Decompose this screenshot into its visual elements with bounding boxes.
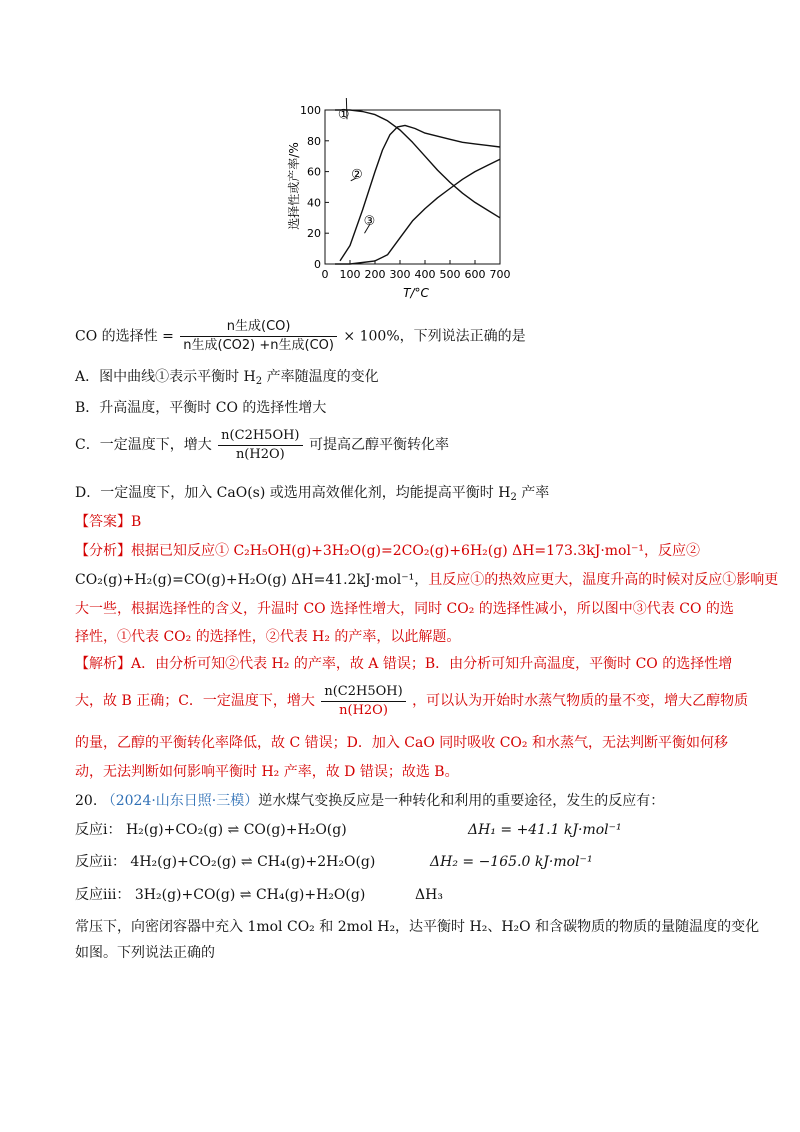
series-line-1 bbox=[335, 107, 500, 218]
analysis-line-2 bbox=[75, 570, 778, 590]
selectivity-fraction bbox=[180, 318, 337, 355]
reaction-1 bbox=[75, 820, 347, 840]
explain-denominator: n(H2O) bbox=[339, 702, 388, 718]
reaction-3-equation: 3H₂(g)+CO(g) ⇌ CH₄(g)+H₂O(g) bbox=[134, 887, 366, 903]
reaction-1-label: 反应ⅰ： bbox=[75, 822, 122, 838]
answer-label: 【答案】 bbox=[75, 514, 131, 530]
option-c-denominator: n(H2O) bbox=[235, 446, 285, 462]
curve-label-3: ③ bbox=[363, 213, 376, 229]
chart-axes bbox=[300, 104, 511, 281]
x-tick-label-0: 0 bbox=[321, 268, 329, 281]
x-tick-label-2: 200 bbox=[364, 268, 386, 281]
explain-fraction bbox=[321, 683, 405, 720]
option-c-numerator: n(C2H5OH) bbox=[218, 427, 302, 446]
explain-line-3 bbox=[75, 733, 728, 753]
y-tick-label-2: 40 bbox=[307, 196, 321, 210]
analysis-text-3: 大一些，根据选择性的含义，升温时 CO 选择性增大，同时 CO₂ 的选择性减小，所以图中③代表 CO 的选 bbox=[75, 601, 734, 617]
option-a bbox=[75, 367, 379, 387]
question-source: （2024·山东日照·三模） bbox=[101, 793, 259, 809]
reaction-3-enthalpy: ΔH₃ bbox=[415, 887, 443, 903]
question-number: 20. bbox=[75, 793, 98, 809]
analysis-label: 【分析】 bbox=[75, 543, 131, 559]
selectivity-chart bbox=[270, 98, 520, 303]
x-tick-label-1: 100 bbox=[339, 268, 361, 281]
option-d bbox=[75, 483, 549, 503]
chart-ylabel: 选择性或产率/% bbox=[287, 142, 301, 230]
y-tick-label-1: 20 bbox=[307, 227, 321, 241]
option-d-sub: 2 bbox=[510, 492, 517, 503]
tail-text-2: 如图。下列说法正确的 bbox=[75, 945, 215, 961]
selectivity-denominator: n生成(CO2) +n生成(CO) bbox=[183, 338, 334, 353]
selectivity-suffix: × 100%，下列说法正确的是 bbox=[343, 328, 526, 345]
option-a-text: A．图中曲线①表示平衡时 H bbox=[75, 369, 256, 385]
analysis-line-3 bbox=[75, 599, 734, 619]
x-tick-label-4: 400 bbox=[414, 268, 436, 281]
explain-text-4: 动，无法判断如何影响平衡时 H₂ 产率，故 D 错误；故选 B。 bbox=[75, 764, 459, 780]
option-d-text-2: 产率 bbox=[516, 485, 550, 501]
explain-numerator: n(C2H5OH) bbox=[321, 683, 405, 702]
selectivity-formula bbox=[75, 318, 526, 355]
question-20 bbox=[75, 791, 664, 811]
answer bbox=[75, 512, 141, 532]
option-b-text: B．升高温度，平衡时 CO 的选择性增大 bbox=[75, 400, 327, 416]
reaction-1-equation: H₂(g)+CO₂(g) ⇌ CO(g)+H₂O(g) bbox=[125, 822, 347, 838]
explain-text-3: 的量，乙醇的平衡转化率降低，故 C 错误；D．加入 CaO 同时吸收 CO₂ 和水蒸气，无法判断平衡如何移 bbox=[75, 735, 728, 751]
selectivity-prefix: CO 的选择性 = bbox=[75, 328, 174, 345]
option-b bbox=[75, 398, 326, 418]
reaction-2 bbox=[75, 852, 375, 872]
x-tick-label-3: 300 bbox=[389, 268, 411, 281]
explain-label: 【解析】 bbox=[75, 656, 131, 672]
selectivity-numerator: n生成(CO) bbox=[180, 318, 337, 337]
y-tick-label-5: 100 bbox=[300, 104, 321, 117]
option-c-text-2: 可提高乙醇平衡转化率 bbox=[308, 437, 449, 453]
explain-line-4 bbox=[75, 762, 459, 782]
reaction-2-dh bbox=[430, 852, 593, 872]
reaction-3 bbox=[75, 885, 365, 905]
analysis-text-1: 根据已知反应① C₂H₅OH(g)+3H₂O(g)=2CO₂(g)+6H₂(g) ΔH=173.3kJ·mol⁻¹，反应② bbox=[131, 543, 700, 559]
reaction-2-label: 反应ⅱ： bbox=[75, 854, 126, 870]
answer-value: B bbox=[131, 514, 142, 530]
reaction-2-equation: 4H₂(g)+CO₂(g) ⇌ CH₄(g)+2H₂O(g) bbox=[130, 854, 376, 870]
chart-xlabel: T/°C bbox=[403, 286, 429, 300]
option-c bbox=[75, 426, 449, 464]
option-c-fraction bbox=[218, 427, 302, 464]
chart-series bbox=[335, 98, 500, 264]
question-text: 逆水煤气变换反应是一种转化和利用的重要途径，发生的反应有： bbox=[258, 793, 665, 809]
curve-label-1: ① bbox=[337, 107, 350, 123]
y-tick-label-4: 80 bbox=[307, 134, 321, 148]
analysis-text-4: 择性，①代表 CO₂ 的选择性，②代表 H₂ 的产率，以此解题。 bbox=[75, 629, 461, 645]
tail-line-1 bbox=[75, 917, 759, 937]
y-tick-label-3: 60 bbox=[307, 165, 321, 179]
explain-line-2 bbox=[75, 682, 748, 720]
reaction-3-label: 反应ⅲ： bbox=[75, 887, 131, 903]
analysis-text-2b: 且反应①的热效应更大，温度升高的时候对反应①影响更 bbox=[428, 572, 779, 588]
reaction-2-enthalpy: ΔH₂ = −165.0 kJ·mol⁻¹ bbox=[430, 854, 593, 870]
curve-label-2: ② bbox=[351, 167, 363, 183]
option-d-text: D．一定温度下，加入 CaO(s) 或选用高效催化剂，均能提高平衡时 H bbox=[75, 485, 511, 501]
explain-line-1 bbox=[75, 654, 732, 674]
reaction-1-dh bbox=[468, 820, 622, 840]
y-tick-label-0: 0 bbox=[314, 258, 321, 271]
analysis-line-1 bbox=[75, 541, 700, 561]
x-tick-label-5: 500 bbox=[439, 268, 461, 281]
explain-text-2a: 大，故 B 正确；C．一定温度下，增大 bbox=[75, 693, 315, 709]
x-tick-label-7: 700 bbox=[489, 268, 511, 281]
explain-text-1: A．由分析可知②代表 H₂ 的产率，故 A 错误；B．由分析可知升高温度，平衡时 CO 的选择性增 bbox=[131, 656, 733, 672]
analysis-line-4 bbox=[75, 627, 460, 647]
option-c-text: C．一定温度下，增大 bbox=[75, 437, 212, 453]
tail-text-1: 常压下，向密闭容器中充入 1mol CO₂ 和 2mol H₂，达平衡时 H₂、H₂O 和含碳物质的物质的量随温度的变化 bbox=[75, 919, 760, 935]
analysis-text-2a: CO₂(g)+H₂(g)=CO(g)+H₂O(g) ΔH=41.2kJ·mol⁻¹， bbox=[75, 572, 429, 588]
series-line-2 bbox=[340, 125, 500, 261]
reaction-3-dh bbox=[415, 885, 443, 905]
option-a-text-2: 产率随温度的变化 bbox=[262, 369, 379, 385]
explain-text-2b: ，可以认为开始时水蒸气物质的量不变，增大乙醇物质 bbox=[412, 693, 749, 709]
reaction-1-enthalpy: ΔH₁ = +41.1 kJ·mol⁻¹ bbox=[468, 822, 622, 838]
option-a-sub: 2 bbox=[255, 376, 263, 387]
x-tick-label-6: 600 bbox=[464, 268, 486, 281]
tail-line-2 bbox=[75, 943, 215, 963]
